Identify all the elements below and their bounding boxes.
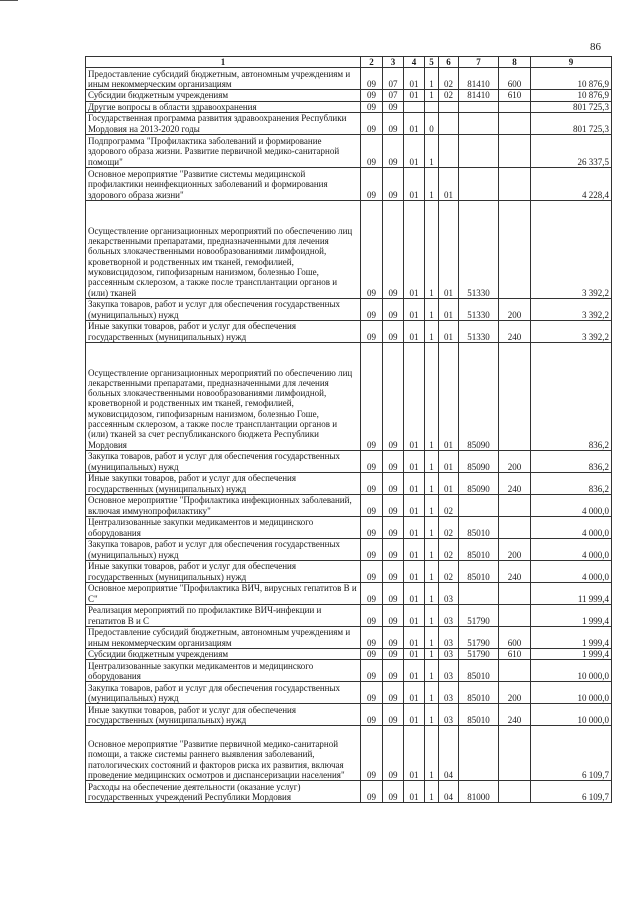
row-code-2: 09 xyxy=(361,604,383,626)
row-code-4: 01 xyxy=(404,660,425,682)
row-code-3: 09 xyxy=(383,560,404,582)
row-code-3: 09 xyxy=(383,167,404,200)
row-code-6: 04 xyxy=(439,781,459,803)
row-name: Субсидии бюджетным учреждениям xyxy=(86,648,361,659)
row-code-3: 09 xyxy=(383,516,404,538)
row-code-6 xyxy=(439,112,459,134)
row-code-2: 09 xyxy=(361,660,383,682)
row-code-4: 01 xyxy=(404,450,425,472)
row-code-5 xyxy=(425,101,439,112)
row-name: Осуществление организационных мероприятий по обеспечению лиц лекарственными препаратами, предназначенными для лечения больных злокачественными новообразованиями лимфоидной, кроветворной и родственных им тканей, гемофилией, муковисцидозом, гипофизарным нанизмом, болезнью Гоше, рассеянным склерозом, а также после трансплантации органов и (или) тканей xyxy=(86,200,361,298)
row-code-3: 09 xyxy=(383,134,404,167)
row-code-2: 09 xyxy=(361,472,383,494)
row-code-4: 01 xyxy=(404,682,425,704)
row-code-5: 1 xyxy=(425,450,439,472)
row-code-4: 01 xyxy=(404,68,425,90)
row-name: Предоставление субсидий бюджетным, автономным учреждениям и иным некоммерческим организациям xyxy=(86,68,361,90)
row-amount: 6 109,7 xyxy=(531,781,612,803)
table-row xyxy=(86,298,612,320)
row-code-7: 51330 xyxy=(459,200,499,298)
row-amount: 1 999,4 xyxy=(531,604,612,626)
row-code-6: 01 xyxy=(439,320,459,342)
row-code-2: 09 xyxy=(361,538,383,560)
row-amount: 4 228,4 xyxy=(531,167,612,200)
row-amount: 10 876,9 xyxy=(531,90,612,101)
table-row xyxy=(86,134,612,167)
row-code-7: 51790 xyxy=(459,648,499,659)
row-code-2: 09 xyxy=(361,90,383,101)
row-amount: 4 000,0 xyxy=(531,560,612,582)
row-code-6: 03 xyxy=(439,648,459,659)
table-row xyxy=(86,112,612,134)
row-name: Централизованные закупки медикаментов и медицинского оборудования xyxy=(86,516,361,538)
row-code-4 xyxy=(404,101,425,112)
row-code-7: 85090 xyxy=(459,472,499,494)
header-col-7: 7 xyxy=(459,57,499,68)
row-code-2: 09 xyxy=(361,68,383,90)
row-name: Основное мероприятие "Профилактика инфекционных заболеваний, включая иммунопрофилактику" xyxy=(86,494,361,516)
row-code-6: 03 xyxy=(439,660,459,682)
table-row xyxy=(86,472,612,494)
row-name: Основное мероприятие "Профилактика ВИЧ, вирусных гепатитов В и С" xyxy=(86,582,361,604)
row-code-5: 1 xyxy=(425,704,439,726)
row-code-4: 01 xyxy=(404,320,425,342)
row-code-6: 01 xyxy=(439,472,459,494)
row-code-2: 09 xyxy=(361,101,383,112)
row-code-7: 81000 xyxy=(459,781,499,803)
row-code-8 xyxy=(499,516,531,538)
header-col-8: 8 xyxy=(499,57,531,68)
row-code-8: 600 xyxy=(499,626,531,648)
row-code-2: 09 xyxy=(361,112,383,134)
budget-table xyxy=(85,56,612,803)
table-row xyxy=(86,68,612,90)
table-row xyxy=(86,726,612,781)
row-code-5: 1 xyxy=(425,494,439,516)
row-code-8: 240 xyxy=(499,472,531,494)
row-code-6: 02 xyxy=(439,90,459,101)
row-code-5: 1 xyxy=(425,648,439,659)
row-code-3: 09 xyxy=(383,626,404,648)
table-row xyxy=(86,167,612,200)
row-amount: 10 000,0 xyxy=(531,660,612,682)
row-code-4: 01 xyxy=(404,560,425,582)
table-row xyxy=(86,560,612,582)
row-code-8 xyxy=(499,660,531,682)
row-code-3: 09 xyxy=(383,538,404,560)
row-code-8: 200 xyxy=(499,298,531,320)
row-name: Субсидии бюджетным учреждениям xyxy=(86,90,361,101)
row-code-8 xyxy=(499,101,531,112)
row-code-4: 01 xyxy=(404,582,425,604)
row-code-5: 1 xyxy=(425,68,439,90)
header-row xyxy=(86,57,612,68)
row-code-3: 09 xyxy=(383,781,404,803)
row-code-2: 09 xyxy=(361,682,383,704)
row-code-3: 09 xyxy=(383,101,404,112)
row-code-7: 85010 xyxy=(459,538,499,560)
row-code-6: 03 xyxy=(439,704,459,726)
row-name: Закупка товаров, работ и услуг для обеспечения государственных (муниципальных) нужд xyxy=(86,538,361,560)
row-code-3: 07 xyxy=(383,90,404,101)
row-name: Подпрограмма "Профилактика заболеваний и формирование здорового образа жизни. Развитие первичной медико-санитарной помощи" xyxy=(86,134,361,167)
table-row xyxy=(86,200,612,298)
row-code-3: 07 xyxy=(383,68,404,90)
header-col-1: 1 xyxy=(86,57,361,68)
row-amount: 1 999,4 xyxy=(531,626,612,648)
row-code-4: 01 xyxy=(404,494,425,516)
row-code-4: 01 xyxy=(404,472,425,494)
row-code-4: 01 xyxy=(404,781,425,803)
row-name: Предоставление субсидий бюджетным, автономным учреждениям и иным некоммерческим организациям xyxy=(86,626,361,648)
table-row xyxy=(86,648,612,659)
row-code-4: 01 xyxy=(404,604,425,626)
row-code-3: 09 xyxy=(383,726,404,781)
row-name: Иные закупки товаров, работ и услуг для обеспечения государственных (муниципальных) нужд xyxy=(86,560,361,582)
row-amount: 4 000,0 xyxy=(531,494,612,516)
row-code-8 xyxy=(499,167,531,200)
row-code-5: 1 xyxy=(425,582,439,604)
row-code-8 xyxy=(499,494,531,516)
row-code-8 xyxy=(499,604,531,626)
page-number: 86 xyxy=(590,41,601,53)
row-amount: 4 000,0 xyxy=(531,516,612,538)
row-code-2: 09 xyxy=(361,342,383,450)
row-code-6: 04 xyxy=(439,726,459,781)
row-name: Закупка товаров, работ и услуг для обеспечения государственных (муниципальных) нужд xyxy=(86,450,361,472)
row-code-3: 09 xyxy=(383,200,404,298)
row-name: Централизованные закупки медикаментов и медицинского оборудования xyxy=(86,660,361,682)
row-code-2: 09 xyxy=(361,726,383,781)
row-code-2: 09 xyxy=(361,560,383,582)
row-code-8: 600 xyxy=(499,68,531,90)
row-code-6: 02 xyxy=(439,538,459,560)
row-amount: 836,2 xyxy=(531,450,612,472)
row-code-8: 240 xyxy=(499,704,531,726)
row-code-7: 85010 xyxy=(459,704,499,726)
row-code-5: 1 xyxy=(425,472,439,494)
table-row xyxy=(86,538,612,560)
row-code-8: 240 xyxy=(499,320,531,342)
row-code-7: 51330 xyxy=(459,298,499,320)
header-col-2: 2 xyxy=(361,57,383,68)
row-code-6 xyxy=(439,134,459,167)
row-code-4: 01 xyxy=(404,342,425,450)
row-code-3: 09 xyxy=(383,472,404,494)
row-amount: 836,2 xyxy=(531,472,612,494)
header-col-3: 3 xyxy=(383,57,404,68)
row-code-5: 1 xyxy=(425,781,439,803)
row-name: Закупка товаров, работ и услуг для обеспечения государственных (муниципальных) нужд xyxy=(86,298,361,320)
row-code-2: 09 xyxy=(361,516,383,538)
row-code-8: 610 xyxy=(499,648,531,659)
row-code-5: 1 xyxy=(425,516,439,538)
row-name: Осуществление организационных мероприятий по обеспечению лиц лекарственными препаратами, предназначенными для лечения больных злокачественными новообразованиями лимфоидной, кроветворной и родственных им тканей, гемофилией, муковисцидозом, гипофизарным нанизмом, болезнью Гоше, рассеянным склерозом, а также после трансплантации органов и (или) тканей за счет республиканского бюджета Республики Мордовия xyxy=(86,342,361,450)
row-name: Государственная программа развития здравоохранения Республики Мордовия на 2013-2020 годы xyxy=(86,112,361,134)
row-name: Реализация мероприятий по профилактике ВИЧ-инфекции и гепатитов В и С xyxy=(86,604,361,626)
row-code-2: 09 xyxy=(361,450,383,472)
table-row xyxy=(86,494,612,516)
row-code-8: 200 xyxy=(499,450,531,472)
row-code-5: 1 xyxy=(425,298,439,320)
row-code-7 xyxy=(459,112,499,134)
row-code-5: 1 xyxy=(425,200,439,298)
row-code-7: 51790 xyxy=(459,604,499,626)
row-code-6: 03 xyxy=(439,604,459,626)
row-code-3: 09 xyxy=(383,660,404,682)
row-code-4: 01 xyxy=(404,516,425,538)
row-code-6: 02 xyxy=(439,68,459,90)
row-name: Другие вопросы в области здравоохранения xyxy=(86,101,361,112)
row-name: Иные закупки товаров, работ и услуг для обеспечения государственных (муниципальных) нужд xyxy=(86,704,361,726)
table-row xyxy=(86,682,612,704)
row-code-3: 09 xyxy=(383,342,404,450)
row-code-8 xyxy=(499,726,531,781)
row-code-2: 09 xyxy=(361,320,383,342)
row-code-2: 09 xyxy=(361,200,383,298)
row-code-2: 09 xyxy=(361,626,383,648)
row-code-5: 1 xyxy=(425,342,439,450)
row-code-4: 01 xyxy=(404,726,425,781)
row-code-3: 09 xyxy=(383,112,404,134)
row-code-7 xyxy=(459,101,499,112)
row-code-7: 81410 xyxy=(459,90,499,101)
row-name: Иные закупки товаров, работ и услуг для обеспечения государственных (муниципальных) нужд xyxy=(86,472,361,494)
row-code-5: 1 xyxy=(425,90,439,101)
row-code-8 xyxy=(499,582,531,604)
row-amount: 3 392,2 xyxy=(531,298,612,320)
table-row xyxy=(86,582,612,604)
row-code-8 xyxy=(499,200,531,298)
header-col-4: 4 xyxy=(404,57,425,68)
row-code-7: 85090 xyxy=(459,450,499,472)
row-code-5: 1 xyxy=(425,320,439,342)
row-code-7 xyxy=(459,494,499,516)
row-amount: 836,2 xyxy=(531,342,612,450)
row-code-7 xyxy=(459,582,499,604)
row-code-8: 240 xyxy=(499,560,531,582)
row-code-3: 09 xyxy=(383,582,404,604)
row-code-8 xyxy=(499,112,531,134)
row-code-5: 1 xyxy=(425,682,439,704)
row-code-3: 09 xyxy=(383,648,404,659)
row-code-5: 1 xyxy=(425,167,439,200)
row-code-7: 85010 xyxy=(459,560,499,582)
row-code-7: 51790 xyxy=(459,626,499,648)
row-code-6: 01 xyxy=(439,298,459,320)
row-code-7: 85010 xyxy=(459,660,499,682)
row-amount: 1 999,4 xyxy=(531,648,612,659)
row-code-4: 01 xyxy=(404,538,425,560)
row-code-4: 01 xyxy=(404,704,425,726)
row-code-2: 09 xyxy=(361,582,383,604)
row-code-4: 01 xyxy=(404,298,425,320)
row-code-2: 09 xyxy=(361,494,383,516)
row-code-7 xyxy=(459,167,499,200)
row-amount: 4 000,0 xyxy=(531,538,612,560)
row-code-7: 81410 xyxy=(459,68,499,90)
row-amount: 3 392,2 xyxy=(531,200,612,298)
header-col-9: 9 xyxy=(531,57,612,68)
row-code-5: 1 xyxy=(425,538,439,560)
table-row xyxy=(86,781,612,803)
row-code-3: 09 xyxy=(383,704,404,726)
table-row xyxy=(86,604,612,626)
row-code-6: 01 xyxy=(439,167,459,200)
row-code-6: 02 xyxy=(439,560,459,582)
header-col-5: 5 xyxy=(425,57,439,68)
row-code-2: 09 xyxy=(361,704,383,726)
row-code-4: 01 xyxy=(404,167,425,200)
table-row xyxy=(86,450,612,472)
row-code-7: 85010 xyxy=(459,516,499,538)
row-code-7: 85010 xyxy=(459,682,499,704)
table-row xyxy=(86,660,612,682)
table-row xyxy=(86,626,612,648)
row-code-8: 610 xyxy=(499,90,531,101)
row-amount: 801 725,3 xyxy=(531,101,612,112)
row-code-6: 02 xyxy=(439,494,459,516)
row-code-7 xyxy=(459,726,499,781)
row-code-8 xyxy=(499,134,531,167)
row-code-5: 1 xyxy=(425,660,439,682)
row-name: Основное мероприятие "Развитие первичной медико-санитарной помощи, а также системы раннего выявления заболеваний, патологических состояний и факторов риска их развития, включая проведение медицинских осмотров и диспансеризации населения" xyxy=(86,726,361,781)
row-code-3: 09 xyxy=(383,320,404,342)
page-corner-mark xyxy=(0,0,18,7)
table-row xyxy=(86,342,612,450)
row-code-3: 09 xyxy=(383,494,404,516)
row-code-4: 01 xyxy=(404,626,425,648)
header-col-6: 6 xyxy=(439,57,459,68)
row-code-8 xyxy=(499,781,531,803)
table-row xyxy=(86,101,612,112)
row-code-6: 03 xyxy=(439,682,459,704)
row-code-6: 01 xyxy=(439,450,459,472)
table-row xyxy=(86,90,612,101)
row-code-2: 09 xyxy=(361,134,383,167)
row-code-2: 09 xyxy=(361,298,383,320)
row-code-6: 01 xyxy=(439,342,459,450)
row-code-4: 01 xyxy=(404,112,425,134)
row-code-5: 1 xyxy=(425,726,439,781)
row-name: Закупка товаров, работ и услуг для обеспечения государственных (муниципальных) нужд xyxy=(86,682,361,704)
row-name: Иные закупки товаров, работ и услуг для обеспечения государственных (муниципальных) нужд xyxy=(86,320,361,342)
row-code-7 xyxy=(459,134,499,167)
row-code-7: 85090 xyxy=(459,342,499,450)
table-row xyxy=(86,704,612,726)
row-code-2: 09 xyxy=(361,648,383,659)
row-amount: 801 725,3 xyxy=(531,112,612,134)
row-code-3: 09 xyxy=(383,298,404,320)
row-code-5: 1 xyxy=(425,560,439,582)
row-code-2: 09 xyxy=(361,781,383,803)
row-code-6: 02 xyxy=(439,516,459,538)
row-code-3: 09 xyxy=(383,450,404,472)
row-code-4: 01 xyxy=(404,200,425,298)
row-name: Расходы на обеспечение деятельности (оказание услуг) государственных учреждений Республики Мордовия xyxy=(86,781,361,803)
table-row xyxy=(86,516,612,538)
row-code-5: 0 xyxy=(425,112,439,134)
row-amount: 6 109,7 xyxy=(531,726,612,781)
row-amount: 3 392,2 xyxy=(531,320,612,342)
row-amount: 10 000,0 xyxy=(531,682,612,704)
row-amount: 10 000,0 xyxy=(531,704,612,726)
row-code-8 xyxy=(499,342,531,450)
row-code-6: 03 xyxy=(439,626,459,648)
row-code-4: 01 xyxy=(404,90,425,101)
row-code-3: 09 xyxy=(383,604,404,626)
row-amount: 11 999,4 xyxy=(531,582,612,604)
row-code-4: 01 xyxy=(404,648,425,659)
table-row xyxy=(86,320,612,342)
row-code-8: 200 xyxy=(499,682,531,704)
row-code-3: 09 xyxy=(383,682,404,704)
row-amount: 26 337,5 xyxy=(531,134,612,167)
row-code-6: 03 xyxy=(439,582,459,604)
row-code-5: 1 xyxy=(425,134,439,167)
row-amount: 10 876,9 xyxy=(531,68,612,90)
row-name: Основное мероприятие "Развитие системы медицинской профилактики неинфекционных заболеваний и формирования здорового образа жизни" xyxy=(86,167,361,200)
row-code-5: 1 xyxy=(425,626,439,648)
row-code-4: 01 xyxy=(404,134,425,167)
row-code-8: 200 xyxy=(499,538,531,560)
row-code-7: 51330 xyxy=(459,320,499,342)
row-code-6: 01 xyxy=(439,200,459,298)
row-code-2: 09 xyxy=(361,167,383,200)
row-code-5: 1 xyxy=(425,604,439,626)
row-code-6 xyxy=(439,101,459,112)
